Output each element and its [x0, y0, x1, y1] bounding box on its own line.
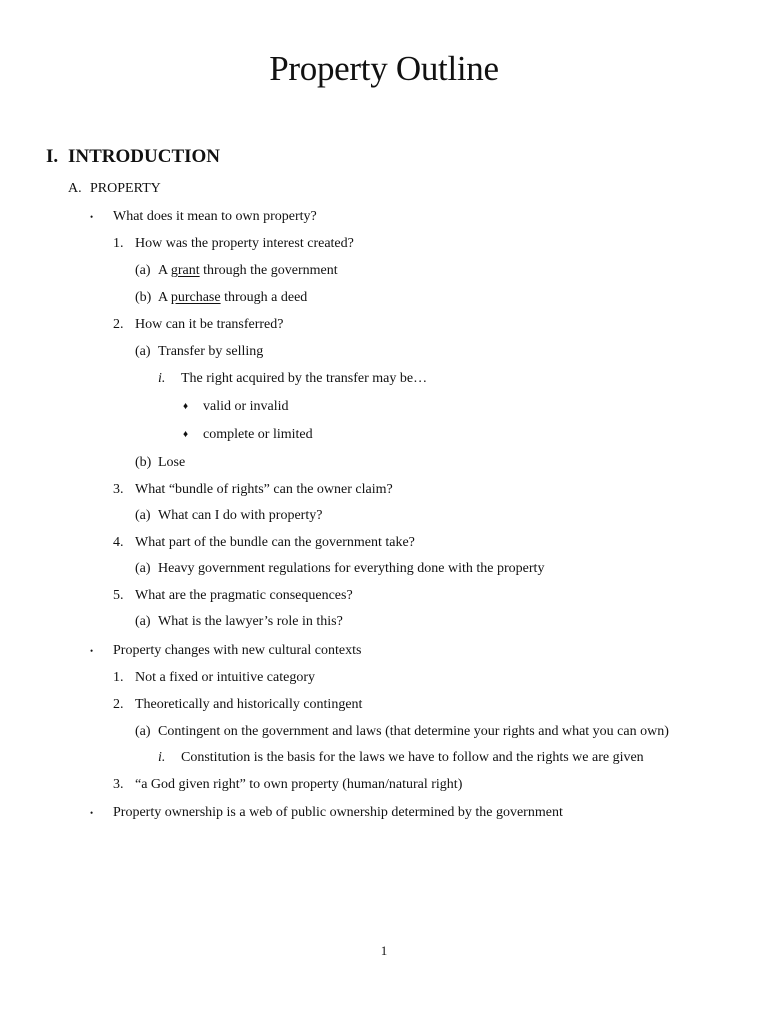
item-text-post: through the government — [199, 263, 338, 278]
item-marker: (a) — [135, 508, 151, 523]
item-marker: (a) — [135, 344, 151, 359]
section-heading — [46, 144, 220, 170]
item-text: What is the lawyer’s role in this? — [158, 614, 343, 629]
subsection-marker: A. — [68, 181, 82, 196]
diamond-bullet-icon: ♦ — [183, 429, 189, 440]
underlined-term: purchase — [170, 290, 221, 305]
item-text: What are the pragmatic consequences? — [135, 588, 353, 603]
item-marker: 1. — [113, 670, 124, 685]
section-number: I. — [46, 146, 59, 167]
item-text: How was the property interest created? — [135, 236, 354, 251]
item-text: The right acquired by the transfer may be… — [181, 371, 428, 386]
item-text: How can it be transferred? — [135, 317, 284, 332]
bullet-marker: • — [90, 808, 94, 818]
item-marker: (b) — [135, 455, 152, 470]
item-marker: 3. — [113, 482, 124, 497]
item-text-pre: A — [158, 290, 171, 305]
item-marker: 2. — [113, 317, 124, 332]
item-text-pre: A — [158, 263, 171, 278]
item-text: Theoretically and historically contingent — [135, 697, 363, 712]
item-text: Heavy government regulations for everything done with the property — [158, 561, 545, 576]
item-text: Lose — [158, 455, 186, 470]
item-text: Constitution is the basis for the laws we have to follow and the rights we are given — [181, 750, 644, 765]
item-text: What part of the bundle can the government take? — [135, 535, 415, 550]
page-number: 1 — [380, 943, 388, 958]
section-heading-text: INTRODUCTION — [68, 146, 221, 167]
item-text: valid or invalid — [203, 399, 289, 414]
item-text: Not a fixed or intuitive category — [135, 670, 315, 685]
page-title: Property Outline — [269, 49, 499, 88]
bullet-text: Property changes with new cultural contexts — [113, 643, 362, 658]
item-text: What “bundle of rights” can the owner claim? — [135, 482, 393, 497]
item-marker: (a) — [135, 561, 151, 576]
item-text — [158, 261, 338, 281]
item-text: “a God given right” to own property (human/natural right) — [135, 777, 463, 792]
item-marker: (a) — [135, 614, 151, 629]
item-marker: (b) — [135, 290, 152, 305]
item-marker: i. — [158, 750, 166, 765]
item-marker: (a) — [135, 263, 151, 278]
bullet-marker: • — [90, 646, 94, 656]
bullet-marker: • — [90, 212, 94, 222]
item-text — [158, 288, 307, 308]
item-text: What can I do with property? — [158, 508, 323, 523]
item-marker: i. — [158, 371, 166, 386]
item-marker: 1. — [113, 236, 124, 251]
item-marker: 3. — [113, 777, 124, 792]
item-marker: 5. — [113, 588, 124, 603]
item-marker: (a) — [135, 724, 151, 739]
underlined-term: grant — [170, 263, 200, 278]
item-text: Contingent on the government and laws (that determine your rights and what you can own) — [158, 724, 669, 739]
item-text: complete or limited — [203, 427, 313, 442]
subsection-title: PROPERTY — [90, 181, 161, 196]
item-marker: 4. — [113, 535, 124, 550]
item-text-post: through a deed — [220, 290, 308, 305]
bullet-text: What does it mean to own property? — [113, 209, 317, 224]
item-text: Transfer by selling — [158, 344, 264, 359]
bullet-text: Property ownership is a web of public ownership determined by the government — [113, 805, 563, 820]
item-marker: 2. — [113, 697, 124, 712]
diamond-bullet-icon: ♦ — [183, 401, 189, 412]
